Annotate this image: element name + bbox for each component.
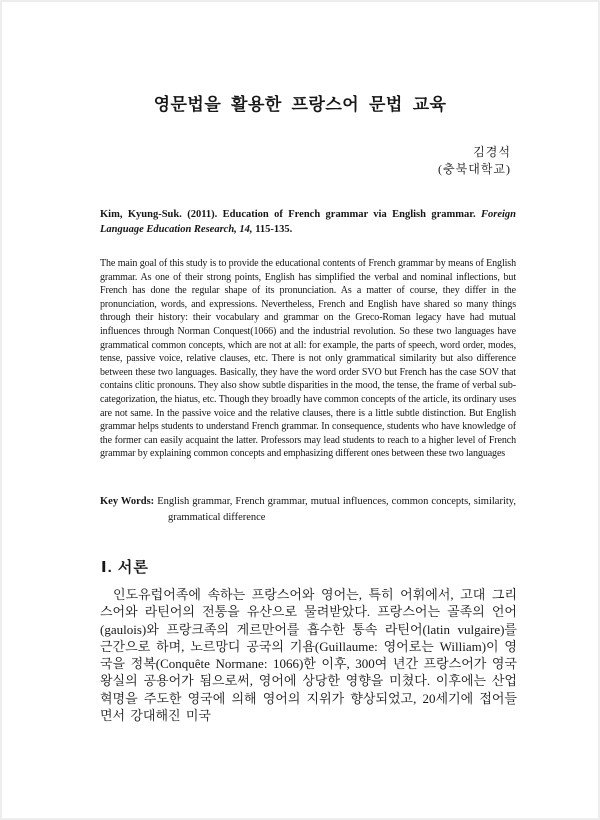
intro-paragraph: 인도유럽어족에 속하는 프랑스어와 영어는, 특히 어휘에서, 고대 그리스어와 라틴어의 전통을 유산으로 물려받았다. 프랑스어는 골족의 언어(gaulois)와 프랑크족의 게르만어를 흡수한 통속 라틴어(latin vulgaire)를 근간으로 하며, 노르망디 공국의 기욤(Guillaume: 영어로는 William)이 영국을 정복(Conquête Normane: 1066)한 이후, 300여 년간 프랑스어가 영국왕실의 공용어가 됨으로써, 영어에 상당한 영향을 미쳤다. 이후에는 산업혁명을 주도한 영국에 의해 영어의 지위가 향상되었고, 20세기에 접어들면서 강대해진 미국	[100, 587, 517, 724]
citation-journal: Foreign Language Education Research, 14,	[100, 209, 516, 235]
abstract-paragraph: The main goal of this study is to provide the educational contents of French grammar by means of English grammar. As one of their strong points, English has simplified the verbal and nominal inflections, but French has done the regular shape of its pronunciation. As a matter of course, they differ in the pronunciation, words, and expressions. Nevertheless, French and English have shared so many things through their history: their vocabulary and grammar on the Greco-Roman legacy have had mutual influences through Norman Conquest(1066) and the industrial revolution. So these two languages have grammatical common concepts, which are not at all: for example, the parts of speech, word order, modes, tense, passive voice, relative clauses, etc. There is not only grammatical similarity but also difference between these two languages. Basically, they have the word order SVO but French has the case SOV that contains clitic pronouns. They also show subtle disparities in the mood, the tense, the frame of verbal sub-categorization, the hiatus, etc. Though they broadly have common concepts of the article, its ordinary uses are not same. In the passive voice and the relative clauses, there is a little subtle distinction. But English grammar helps students to understand French grammar. In consequence, students who have knowledge of the former can easily acquaint the latter. Professors may lead students to reach to a higher level of French grammar by explaining common concepts and emphasizing different ones between these two languages	[100, 258, 516, 460]
author-block	[438, 144, 511, 178]
keywords-label: Key Words:	[100, 496, 155, 507]
section-number: Ⅰ.	[101, 559, 113, 576]
author-affiliation: (충북대학교)	[438, 162, 511, 176]
keywords-text: English grammar, French grammar, mutual influences, common concepts, similarity, grammatical difference	[154, 496, 516, 523]
paper-title: 영문법을 활용한 프랑스어 문법 교육	[153, 95, 447, 114]
keywords-block	[100, 494, 516, 526]
citation	[100, 208, 516, 237]
citation-pages: 115-135.	[255, 223, 293, 235]
citation-main: Kim, Kyung-Suk. (2011). Education of French grammar via English grammar.	[100, 209, 481, 220]
section-heading	[101, 556, 149, 577]
section-title: 서론	[117, 559, 149, 576]
author-name: 김경석	[473, 145, 511, 159]
